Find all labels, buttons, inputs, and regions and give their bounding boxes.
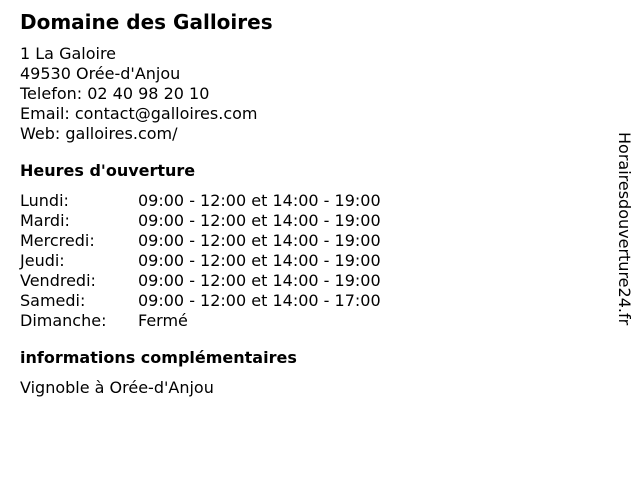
hours-row-wednesday xyxy=(20,231,600,251)
opening-hours-list xyxy=(20,191,600,331)
hours-time: 09:00 - 12:00 et 14:00 - 19:00 xyxy=(138,231,381,250)
hours-row-tuesday xyxy=(20,211,600,231)
hours-row-thursday xyxy=(20,251,600,271)
hours-row-saturday xyxy=(20,291,600,311)
hours-day: Mercredi: xyxy=(20,231,95,250)
business-card xyxy=(20,10,600,398)
watermark xyxy=(612,132,636,372)
hours-row-friday xyxy=(20,271,600,291)
hours-day: Jeudi: xyxy=(20,251,65,270)
address-line-2: 49530 Orée-d'Anjou xyxy=(20,64,181,83)
address-line-1: 1 La Galoire xyxy=(20,44,117,63)
hours-day: Vendredi: xyxy=(20,271,96,290)
hours-row-sunday xyxy=(20,311,600,331)
hours-row-monday xyxy=(20,191,600,211)
additional-info-heading: informations complémentaires xyxy=(20,348,297,367)
email-address: Email: contact@galloires.com xyxy=(20,104,258,123)
hours-day: Lundi: xyxy=(20,191,69,210)
phone-number: Telefon: 02 40 98 20 10 xyxy=(20,84,210,103)
hours-day: Mardi: xyxy=(20,211,70,230)
hours-day: Dimanche: xyxy=(20,311,107,330)
hours-time: Fermé xyxy=(138,311,188,330)
hours-time: 09:00 - 12:00 et 14:00 - 19:00 xyxy=(138,191,381,210)
hours-day: Samedi: xyxy=(20,291,86,310)
hours-time: 09:00 - 12:00 et 14:00 - 19:00 xyxy=(138,211,381,230)
additional-info-text: Vignoble à Orée-d'Anjou xyxy=(20,378,214,397)
hours-time: 09:00 - 12:00 et 14:00 - 19:00 xyxy=(138,271,381,290)
website: Web: galloires.com/ xyxy=(20,124,178,143)
hours-time: 09:00 - 12:00 et 14:00 - 19:00 xyxy=(138,251,381,270)
hours-time: 09:00 - 12:00 et 14:00 - 17:00 xyxy=(138,291,381,310)
opening-hours-heading: Heures d'ouverture xyxy=(20,161,196,180)
watermark-text: Horairesdouverture24.fr xyxy=(615,132,634,326)
business-name: Domaine des Galloires xyxy=(20,10,273,34)
